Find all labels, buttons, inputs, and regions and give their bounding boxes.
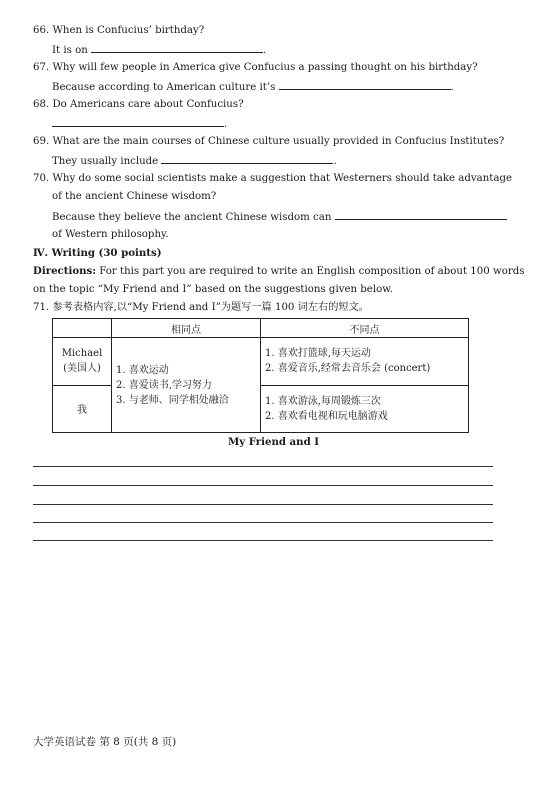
q70-answer-blank[interactable] bbox=[335, 209, 507, 220]
directions-text1: For this part you are required to write an English composition of about 100 words bbox=[96, 266, 525, 277]
writing-line[interactable] bbox=[33, 466, 493, 467]
q68-answer-line bbox=[52, 116, 227, 131]
q69-answer-prefix: They usually include bbox=[52, 156, 159, 167]
reference-table bbox=[52, 318, 469, 433]
q70-answer-line2: of Western philosophy. bbox=[52, 229, 169, 240]
q70-answer-prefix: Because they believe the ancient Chinese wisdom can bbox=[52, 212, 332, 223]
table-corner-cell bbox=[53, 319, 112, 338]
me-diff-point: 1. 喜欢游泳,每周锻炼三次 bbox=[265, 395, 381, 407]
section-heading: Ⅳ. Writing (30 points) bbox=[33, 247, 162, 259]
row-me-name: 我 bbox=[53, 385, 112, 433]
writing-line[interactable] bbox=[33, 522, 493, 523]
table-row-michael bbox=[53, 338, 469, 386]
common-points-cell bbox=[112, 338, 261, 433]
directions-label: Directions: bbox=[33, 265, 97, 277]
q67-answer-blank[interactable] bbox=[279, 79, 451, 90]
q70-question-line2: of the ancient Chinese wisdom? bbox=[52, 191, 217, 202]
q68-answer-suffix: . bbox=[224, 119, 228, 130]
q66-answer-line bbox=[52, 42, 266, 57]
directions-line2: on the topic “My Friend and I” based on the suggestions given below. bbox=[33, 284, 393, 295]
me-diff-point: 2. 喜欢看电视和玩电脑游戏 bbox=[265, 410, 388, 422]
q67-answer-line bbox=[52, 79, 454, 94]
q67-answer-suffix: . bbox=[450, 82, 454, 93]
essay-title: My Friend and I bbox=[227, 436, 320, 448]
q68-question: 68. Do Americans care about Confucius? bbox=[33, 99, 244, 110]
q66-answer-blank[interactable] bbox=[91, 42, 263, 53]
common-point: 2. 喜爱读书,学习努力 bbox=[116, 379, 212, 391]
writing-line[interactable] bbox=[33, 485, 493, 486]
q69-answer-suffix: . bbox=[333, 156, 337, 167]
q69-answer-line bbox=[52, 153, 337, 168]
writing-line[interactable] bbox=[33, 540, 493, 541]
header-common: 相同点 bbox=[112, 319, 261, 338]
writing-line[interactable] bbox=[33, 504, 493, 505]
q66-answer-suffix: . bbox=[263, 45, 267, 56]
me-diff-cell bbox=[261, 385, 469, 433]
q69-question: 69. What are the main courses of Chinese culture usually provided in Confucius Institutes? bbox=[33, 136, 505, 147]
michael-nationality: (美国人) bbox=[63, 363, 101, 375]
header-diff: 不同点 bbox=[261, 319, 469, 338]
common-point: 1. 喜欢运动 bbox=[116, 364, 169, 376]
directions-line1 bbox=[33, 265, 524, 278]
q68-answer-blank[interactable] bbox=[52, 116, 224, 127]
row-michael-name bbox=[53, 338, 112, 386]
table-header-row bbox=[53, 319, 469, 338]
michael-diff-point: 1. 喜欢打篮球,每天运动 bbox=[265, 348, 371, 360]
common-point: 3. 与老师、同学相处融洽 bbox=[116, 394, 229, 406]
task71-prompt: 71. 参考表格内容,以“My Friend and I”为题写一篇 100 词左右的短文。 bbox=[33, 302, 369, 313]
q67-answer-prefix: Because according to American culture it’s bbox=[52, 82, 276, 93]
q69-answer-blank[interactable] bbox=[161, 153, 333, 164]
q70-answer-line bbox=[52, 209, 507, 224]
michael-diff-point: 2. 喜爱音乐,经常去音乐会 (concert) bbox=[265, 363, 431, 375]
q67-question: 67. Why will few people in America give Confucius a passing thought on his birthday? bbox=[33, 62, 478, 73]
page-footer: 大学英语试卷 第 8 页(共 8 页) bbox=[33, 736, 177, 748]
q66-answer-prefix: It is on bbox=[52, 45, 88, 56]
michael-diff-cell bbox=[261, 338, 469, 386]
michael-name: Michael bbox=[61, 348, 103, 360]
q70-question-line1: 70. Why do some social scientists make a suggestion that Westerners should take advantage bbox=[33, 173, 513, 184]
q66-question: 66. When is Confucius’ birthday? bbox=[33, 25, 205, 36]
